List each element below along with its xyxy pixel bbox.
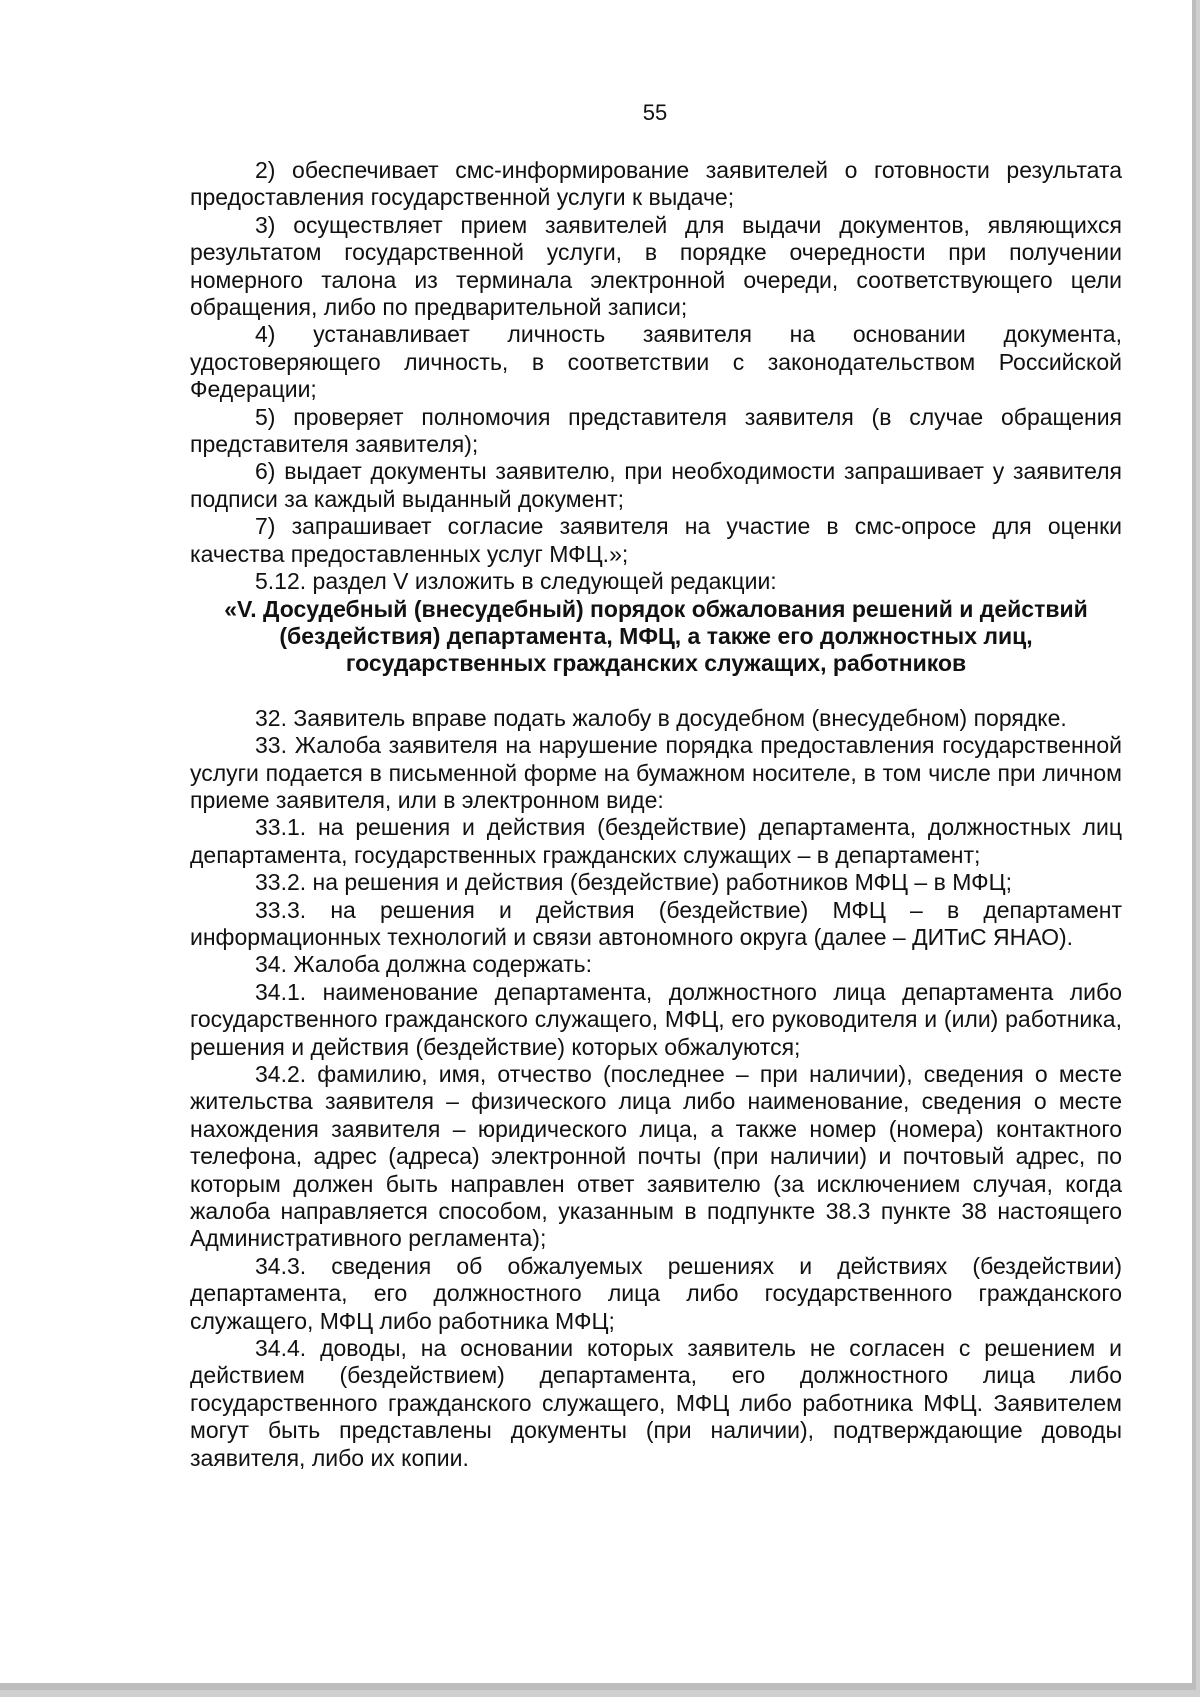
paragraph-34-1: 34.1. наименование департамента, должностного лица департамента либо государственного гражданского служащего, МФЦ, его руководителя и (или) работника, решения и действия (бездействие) которых обжалуются;: [190, 978, 1122, 1060]
paragraph-33-1: 33.1. на решения и действия (бездействие) департамента, должностных лиц департамента, государственных гражданских служащих – в департамент;: [190, 814, 1122, 868]
paragraph-34: 34. Жалоба должна содержать:: [255, 951, 592, 978]
paragraph-item-7: 7) запрашивает согласие заявителя на участие в смс-опросе для оценки качества предоставленных услуг МФЦ.»;: [190, 513, 1122, 567]
paragraph-item-4: 4) устанавливает личность заявителя на основании документа, удостоверяющего личность, в соответствии с законодательством Российской Федерации;: [190, 321, 1122, 403]
paragraph-item-6: 6) выдает документы заявителю, при необходимости запрашивает у заявителя подписи за каждый выданный документ;: [190, 458, 1122, 512]
paragraph-34-4: 34.4. доводы, на основании которых заявитель не согласен с решением и действием (бездействием) департамента, его должностного лица либо государственного гражданского служащего, МФЦ либо работника МФЦ. Заявителем могут быть представлены документы (при наличии), подтверждающие доводы заявителя, либо их копии.: [190, 1335, 1122, 1471]
paragraph-33-3: 33.3. на решения и действия (бездействие) МФЦ – в департамент информационных технологий и связи автономного округа (далее – ДИТиС ЯНАО).: [190, 896, 1122, 950]
paragraph-item-5: 5) проверяет полномочия представителя заявителя (в случае обращения представителя заявителя);: [190, 403, 1122, 458]
document-body: [190, 157, 1122, 1472]
paragraph-34-3: 34.3. сведения об обжалуемых решениях и действиях (бездействии) департамента, его должностного лица либо государственного гражданского служащего, МФЦ либо работника МФЦ;: [190, 1252, 1122, 1334]
paragraph-34-2: 34.2. фамилию, имя, отчество (последнее – при наличии), сведения о месте жительства заявителя – физического лица либо наименование, сведения о месте нахождения заявителя – юридического лица, а также номер (номера) контактного телефона, адрес (адреса) электронной почты (при наличии) и почтовый адрес, по которым должен быть направлен ответ заявителю (за исключением случая, когда жалоба направляется способом, указанным в подпункте 38.3 пункте 38 настоящего Административного регламента);: [190, 1061, 1122, 1252]
page-number: 55: [642, 100, 668, 125]
paragraph-33-2: 33.2. на решения и действия (бездействие) работников МФЦ – в МФЦ;: [255, 869, 1013, 896]
paragraph-item-3: 3) осуществляет прием заявителей для выдачи документов, являющихся результатом государственной услуги, в порядке очередности при получении номерного талона из терминала электронной очереди, соответствующего цели обращения, либо по предварительной записи;: [190, 211, 1122, 321]
paragraph-item-2: 2) обеспечивает смс-информирование заявителей о готовности результата предоставления государственной услуги к выдаче;: [190, 157, 1122, 211]
paragraph-32: 32. Заявитель вправе подать жалобу в досудебном (внесудебном) порядке.: [255, 704, 1067, 731]
paragraph-33: 33. Жалоба заявителя на нарушение порядка предоставления государственной услуги подается в письменной форме на бумажном носителе, в том числе при личном приеме заявителя, или в электронном виде:: [190, 732, 1122, 813]
paragraph-5-12: 5.12. раздел V изложить в следующей редакции:: [255, 568, 777, 595]
section-heading: «V. Досудебный (внесудебный) порядок обжалования решений и действий (бездействия) департамента, МФЦ, а также его должностных лиц, государственных гражданских служащих, работников: [224, 595, 1088, 677]
